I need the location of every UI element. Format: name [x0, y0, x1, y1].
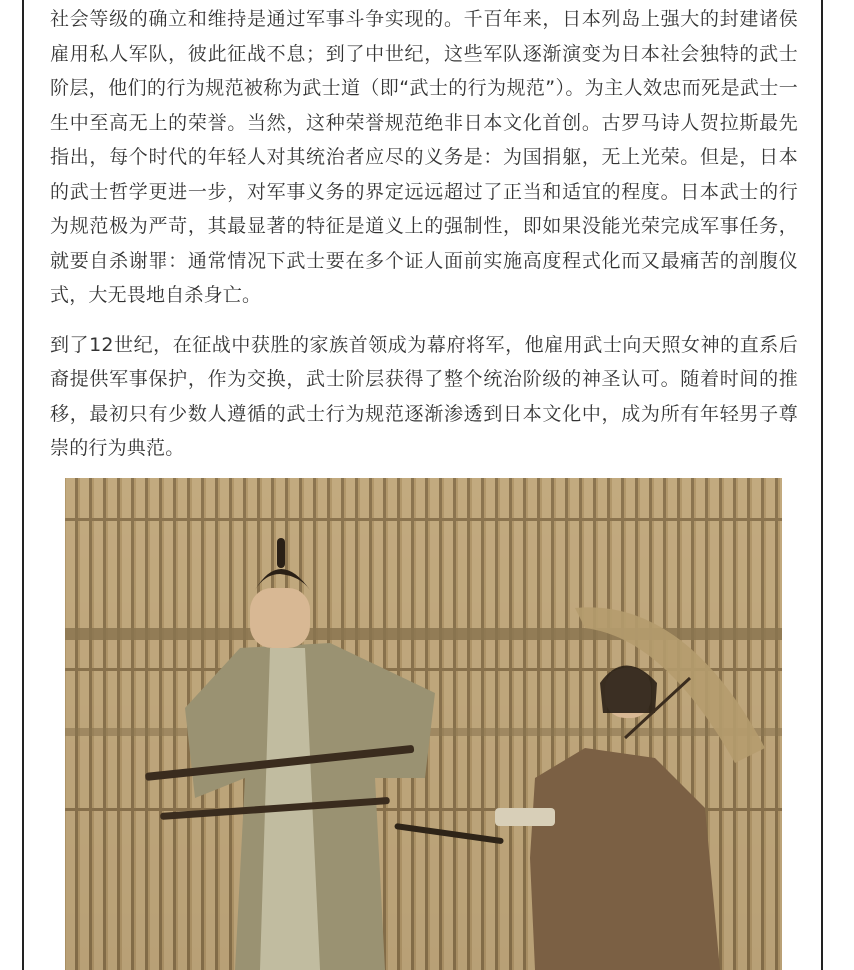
samurai-photo	[65, 478, 782, 970]
paragraph-2: 到了12世纪，在征战中获胜的家族首领成为幕府将军，他雇用武士向天照女神的直系后裔提供军事保护，作为交换，武士阶层获得了整个统治阶级的神圣认可。随着时间的推移，最初只有少数人遵循的武士行为规范逐渐渗透到日本文化中，成为所有年轻男子尊崇的行为典范。	[50, 333, 798, 459]
paragraph-1: 社会等级的确立和维持是通过军事斗争实现的。千百年来，日本列岛上强大的封建诸侯雇用私人军队，彼此征战不息；到了中世纪，这些军队逐渐演变为日本社会独特的武士阶层，他们的行为规范被称为武士道（即“武士的行为规范”）。为主人效忠而死是武士一生中至高无上的荣誉。当然，这种荣誉规范绝非日本文化首创。古罗马诗人贺拉斯最先指出，每个时代的年轻人对其统治者应尽的义务是：为国捐躯，无上光荣。但是，日本的武士哲学更进一步，对军事义务的界定远远超过了正当和适宜的程度。日本武士的行为规范极为严苛，其最显著的特征是道义上的强制性，即如果没能光荣完成军事任务，就要自杀谢罪：通常情况下武士要在多个证人面前实施高度程式化而又最痛苦的剖腹仪式，大无畏地自杀身亡。	[50, 8, 798, 306]
page-frame	[22, 0, 823, 970]
article-body	[50, 2, 798, 481]
samurai-photo-illustration	[65, 478, 782, 970]
